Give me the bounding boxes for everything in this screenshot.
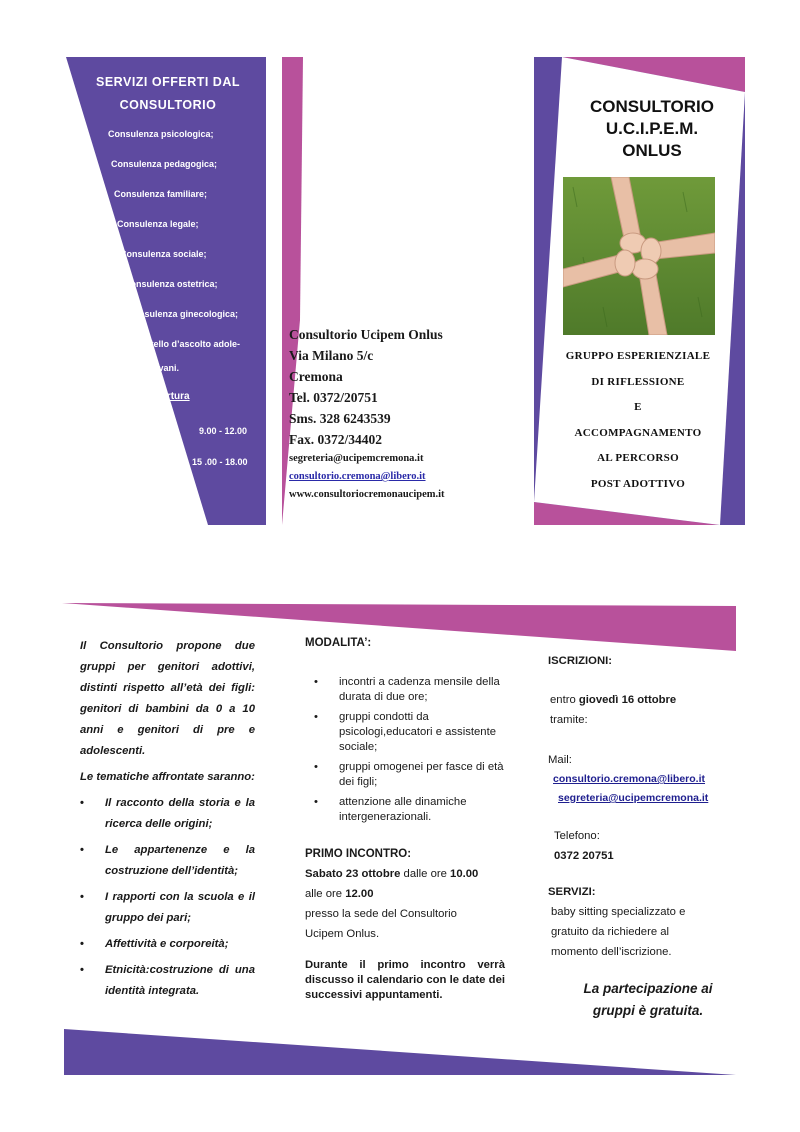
joined-hands-photo <box>563 177 715 335</box>
contact-address: Via Milano 5/c <box>289 348 374 363</box>
modalita-item: • gruppi condotti da psicologi,educatori e assistente sociale; <box>314 711 496 753</box>
mail-link-consultorio[interactable]: consultorio.cremona@libero.it <box>553 773 706 785</box>
servizi-text: baby sitting specializzato e <box>551 906 686 918</box>
iscrizioni-deadline: entro giovedì 16 ottobre <box>550 694 677 706</box>
topic-item: • I rapporti con la scuola e il gruppo dei pari; <box>80 891 255 924</box>
contact-website: www.consultoriocremonaucipem.it <box>289 489 445 500</box>
contact-email-link[interactable]: consultorio.cremona@libero.it <box>289 471 426 482</box>
primo-incontro-title: PRIMO INCONTRO: <box>305 848 412 860</box>
topics-intro: Le tematiche affrontate saranno: <box>80 771 255 783</box>
contact-fax: Fax. 0372/34402 <box>289 432 382 447</box>
topic-item: • Affettività e corporeità; <box>80 938 229 950</box>
contact-email-segreteria: segreteria@ucipemcremona.it <box>289 453 424 464</box>
topic-item: • Il racconto della storia e la ricerca delle origini; <box>80 797 255 830</box>
contact-tel: Tel. 0372/20751 <box>289 390 378 405</box>
service-item: • Consulenza ostetrica; <box>102 279 218 289</box>
free-participation-note: La partecipazione ai gruppi è gratuita. <box>583 981 713 1018</box>
servizi-text: gratuito da richiedere al <box>551 926 670 938</box>
service-item: • Consulenza pedagogica; <box>89 159 218 169</box>
service-item-continuation: scenti e giovani. <box>109 363 180 373</box>
modalita-item: • attenzione alle dinamiche intergenerazionali. <box>314 796 467 823</box>
topic-item: • Etnicità:costruzione di una identità integrata. <box>80 964 255 997</box>
cover-subtitle: GRUPPO ESPERIENZIALE DI RIFLESSIONE E ACCOMPAGNAMENTO AL PERCORSO POST ADOTTIVO <box>565 350 711 490</box>
cover-title: CONSULTORIO U.C.I.P.E.M. ONLUS <box>589 97 715 160</box>
service-item: • Consulenza sociale; <box>98 249 207 259</box>
servizi-text: momento dell’iscrizione. <box>551 946 672 958</box>
modalita-item: • gruppi omogenei per fasce di età dei figli; <box>314 761 504 788</box>
service-item: • Consulenza familiare; <box>92 189 208 199</box>
primo-incontro-time: alle ore 12.00 <box>305 888 374 900</box>
intro-paragraph: Il Consultorio propone due gruppi per genitori adottivi, distinti rispetto all’età dei figli: genitori di bambini da 0 a 10 anni e genitori di pre e adolescenti. <box>80 640 255 757</box>
service-item: • Consulenza ginecologica; <box>105 309 239 319</box>
services-title-line1: SERVIZI OFFERTI DAL <box>96 75 240 89</box>
bottom-bottom-band <box>64 1029 736 1075</box>
iscrizioni-column <box>548 655 748 1022</box>
intro-column <box>80 636 255 1002</box>
contact-block <box>289 324 445 504</box>
phone-label: Telefono: <box>554 830 600 842</box>
service-item: • Consulenza psicologica; <box>86 129 214 139</box>
phone-number: 0372 20751 <box>554 850 614 862</box>
contact-sms: Sms. 328 6243539 <box>289 411 391 426</box>
service-item: • Consulenza legale; <box>95 219 199 229</box>
topic-item: • Le appartenenze e la costruzione dell’identità; <box>80 844 255 877</box>
primo-incontro-note: Durante il primo incontro verrà discusso il calendario con le date dei successivi appuntamenti. <box>305 959 505 1001</box>
mail-label: Mail: <box>548 754 572 766</box>
modalita-column <box>305 637 510 1003</box>
service-item: • Sportello d’ascolto adole- <box>108 339 241 349</box>
contact-city: Cremona <box>289 369 343 384</box>
iscrizioni-tramite: tramite: <box>550 714 588 726</box>
left-purple-panel <box>66 57 266 525</box>
primo-incontro-date: Sabato 23 ottobre dalle ore 10.00 <box>305 868 479 880</box>
services-title-line2: CONSULTORIO <box>119 98 217 112</box>
iscrizioni-title: ISCRIZIONI: <box>548 655 613 667</box>
servizi-title: SERVIZI: <box>548 886 596 898</box>
primo-incontro-place: Ucipem Onlus. <box>305 928 380 940</box>
opening-hours-title: Orari d’apertura <box>114 391 190 402</box>
modalita-item: • incontri a cadenza mensile della durata di due ore; <box>314 676 500 703</box>
mail-link-segreteria[interactable]: segreteria@ucipemcremona.it <box>558 792 709 804</box>
primo-incontro-place: presso la sede del Consultorio <box>305 908 457 920</box>
modalita-title: MODALITA’: <box>305 637 372 649</box>
contact-name: Consultorio Ucipem Onlus <box>289 327 443 342</box>
